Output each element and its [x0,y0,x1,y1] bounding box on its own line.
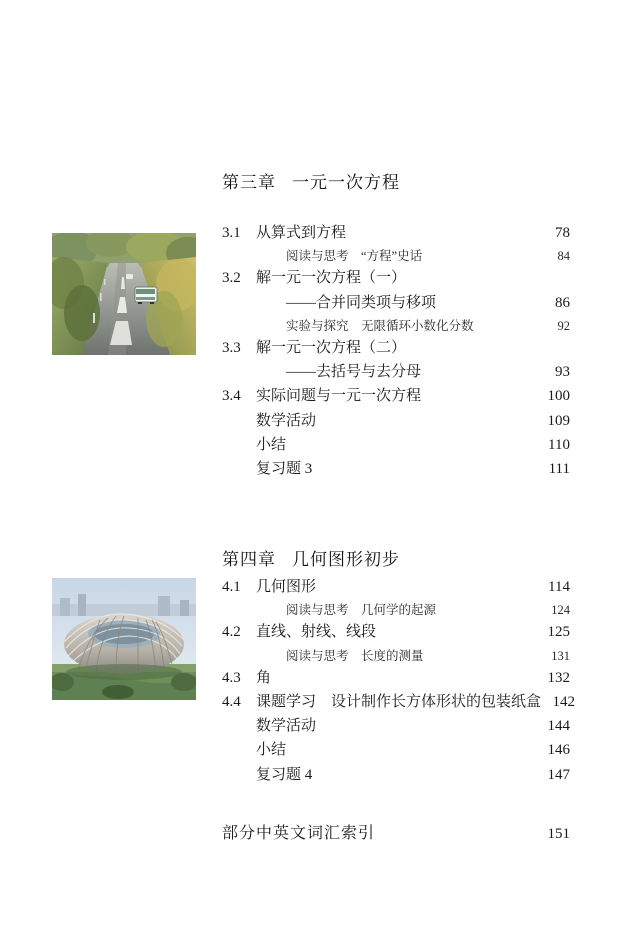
toc-entry-page: 84 [557,249,570,264]
toc-entry-page: 92 [557,318,570,333]
index-entry-page: 151 [547,826,570,842]
toc-entry-section: 3.3 [222,339,241,356]
chapter-3-toc [222,222,570,482]
toc-entry-page: 147 [547,766,570,783]
toc-entry[interactable] [222,361,570,384]
toc-entry-label: 复习题 4 [256,766,313,783]
toc-entry-page: 146 [547,742,570,759]
toc-entry[interactable] [222,246,570,266]
toc-entry-label: 数学活动 [256,718,317,734]
toc-entry-label: 小结 [256,436,287,453]
toc-entry[interactable] [222,667,570,690]
toc-entry[interactable] [222,337,570,360]
toc-entry[interactable] [222,222,570,245]
toc-entry-section: 4.3 [222,669,241,686]
toc-entry[interactable] [222,385,570,408]
toc-entry-label: 几何图形 [256,579,317,595]
toc-entry-section: 4.4 [222,693,241,710]
toc-entry[interactable] [222,646,570,666]
toc-entry-label: 小结 [256,742,287,759]
toc-entry[interactable] [222,600,570,620]
index-entry-row[interactable] [222,820,570,843]
highway-with-bus-photo [52,233,196,355]
toc-entry[interactable] [222,739,570,762]
toc-entry-label: 角 [256,669,272,686]
toc-entry[interactable] [222,434,570,457]
toc-entry-page: 93 [555,364,570,380]
toc-entry-label: 课题学习 设计制作长方体形状的包装纸盒 [256,693,542,710]
toc-entry-page: 78 [555,225,570,241]
chapter-4-title: 几何图形初步 [292,550,400,569]
chapter-4-number: 第四章 [222,550,276,569]
toc-entry-label: 实验与探究 无限循环小数化分数 [286,318,474,333]
toc-entry-page: 125 [547,624,570,641]
toc-entry[interactable] [222,458,570,481]
toc-entry-page: 111 [548,461,570,477]
toc-entry-label: 直线、射线、线段 [256,624,377,641]
index-entry-label: 部分中英文词汇索引 [222,825,376,842]
toc-entry-label: 复习题 3 [256,461,313,477]
toc-entry-label: 数学活动 [256,412,317,429]
chapter-3-heading [222,168,400,193]
toc-entry-page: 144 [547,718,570,734]
chapter-3-number: 第三章 [222,173,276,192]
toc-entry-page: 132 [547,669,570,686]
toc-entry-section: 3.2 [222,270,241,287]
toc-entry[interactable] [222,691,576,714]
toc-entry-section: 3.1 [222,225,241,241]
toc-entry-page: 110 [548,436,570,453]
toc-entry[interactable] [222,292,570,315]
toc-entry-page: 114 [548,579,570,595]
toc-entry-page: 86 [555,294,570,311]
toc-entry[interactable] [222,410,570,433]
chapter-4-heading [222,545,400,570]
toc-entry-section: 4.1 [222,579,241,595]
toc-entry-page: 109 [547,412,570,429]
chapter-4-toc [222,576,576,788]
toc-entry-label: 阅读与思考 “方程”史话 [286,249,423,264]
chapter-3-title: 一元一次方程 [292,173,400,192]
toc-entry-label: 解一元一次方程（二） [256,339,407,356]
toc-entry[interactable] [222,267,570,290]
toc-entry[interactable] [222,316,570,336]
birds-nest-stadium-photo [52,578,196,700]
toc-entry-label: 从算式到方程 [256,225,347,241]
toc-entry-label: 解一元一次方程（一） [256,270,407,287]
toc-entry-section: 3.4 [222,388,241,405]
toc-entry-label: ——合并同类项与移项 [286,294,437,311]
toc-entry[interactable] [222,764,570,787]
toc-entry-label: ——去括号与去分母 [286,364,422,380]
toc-entry-page: 124 [551,603,570,618]
toc-entry-label: 实际问题与一元一次方程 [256,388,422,405]
toc-entry-page: 131 [551,648,570,663]
toc-entry[interactable] [222,621,570,644]
toc-entry-label: 阅读与思考 长度的测量 [286,648,424,663]
toc-entry-page: 142 [552,693,576,710]
toc-entry-section: 4.2 [222,624,241,641]
toc-entry[interactable] [222,715,570,738]
toc-entry-label: 阅读与思考 几何学的起源 [286,603,437,618]
toc-entry[interactable] [222,576,570,599]
toc-entry-page: 100 [547,388,570,405]
